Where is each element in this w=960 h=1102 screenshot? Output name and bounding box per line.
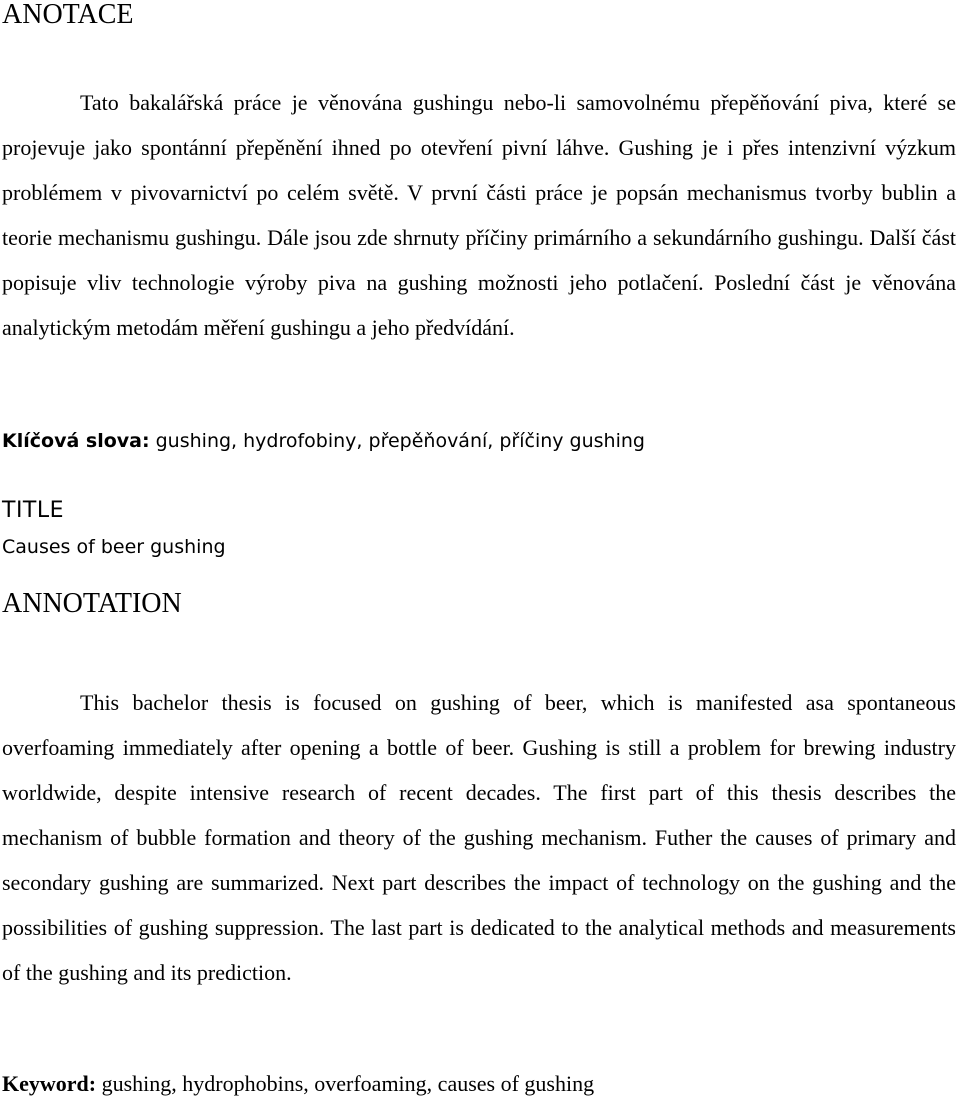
english-title-text: Causes of beer gushing — [2, 536, 226, 558]
czech-keywords-line — [2, 428, 645, 454]
czech-annotation-paragraph: Tato bakalářská práce je věnována gushingu nebo-li samovolnému přepěňování piva, které se projevuje jako spontánní přepěnění ihned po otevření pivní láhve. Gushing je i přes intenzivní výzkum problémem v pivovarnictví po celém světě. V první části práce je popsán mechanismus tvorby bublin a teorie mechanismu gushingu. Dále jsou zde shrnuty příčiny primárního a sekundárního gushingu. Další část popisuje vliv technologie výroby piva na gushing možnosti jeho potlačení. Poslední část je věnována analytickým metodám měření gushingu a jeho předvídání. — [2, 90, 956, 340]
title-section-heading: TITLE — [2, 498, 65, 523]
english-annotation-heading: ANNOTATION — [2, 588, 182, 619]
czech-keywords-label: Klíčová slova: — [2, 430, 150, 452]
english-keywords-label: Keyword: — [2, 1071, 97, 1096]
english-keywords-value: gushing, hydrophobins, overfoaming, causes of gushing — [96, 1071, 595, 1096]
english-keywords-line — [2, 1071, 594, 1097]
czech-keywords-value: gushing, hydrofobiny, přepěňování, příčiny gushing — [149, 430, 645, 452]
english-annotation-paragraph: This bachelor thesis is focused on gushing of beer, which is manifested asa spontaneous overfoaming immediately after opening a bottle of beer. Gushing is still a problem for brewing industry worldwide, despite intensive research of recent decades. The first part of this thesis describes the mechanism of bubble formation and theory of the gushing mechanism. Futher the causes of primary and secondary gushing are summarized. Next part describes the impact of technology on the gushing and the possibilities of gushing suppression. The last part is dedicated to the analytical methods and measurements of the gushing and its prediction. — [2, 690, 956, 985]
czech-annotation-heading: ANOTACE — [2, 0, 134, 30]
